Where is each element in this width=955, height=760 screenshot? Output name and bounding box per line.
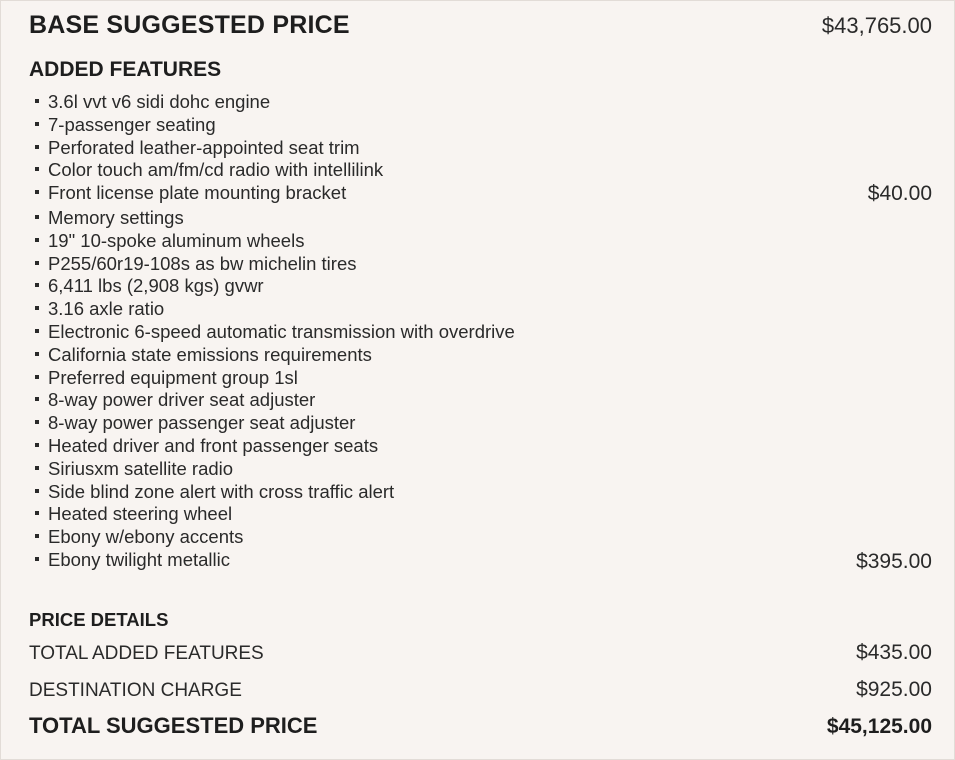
bullet-icon bbox=[35, 329, 39, 333]
bullet-icon bbox=[35, 534, 39, 538]
feature-item bbox=[35, 435, 575, 458]
bullet-icon bbox=[35, 489, 39, 493]
bullet-icon bbox=[35, 99, 39, 103]
bullet-icon bbox=[35, 466, 39, 470]
feature-label: 3.16 axle ratio bbox=[48, 298, 165, 320]
feature-item bbox=[35, 230, 575, 253]
bullet-icon bbox=[35, 215, 39, 219]
bullet-icon bbox=[35, 443, 39, 447]
feature-item bbox=[35, 91, 575, 114]
destination-value: $925.00 bbox=[856, 678, 932, 701]
total-price-value: $45,125.00 bbox=[826, 715, 932, 738]
feature-item bbox=[35, 137, 575, 160]
bullet-icon bbox=[35, 190, 39, 194]
bullet-icon bbox=[35, 557, 39, 561]
destination-row bbox=[29, 678, 932, 702]
feature-item bbox=[35, 412, 575, 435]
feature-item bbox=[35, 275, 575, 298]
price-details-title: PRICE DETAILS bbox=[29, 609, 169, 630]
bullet-icon bbox=[35, 511, 39, 515]
feature-label: Memory settings bbox=[48, 206, 184, 228]
feature-list bbox=[35, 91, 575, 572]
base-price-label: BASE SUGGESTED PRICE bbox=[29, 11, 350, 39]
bullet-icon bbox=[35, 261, 39, 265]
feature-label: Siriusxm satellite radio bbox=[48, 457, 234, 479]
feature-item bbox=[35, 389, 575, 412]
destination-label: DESTINATION CHARGE bbox=[29, 680, 242, 701]
feature-label: Ebony w/ebony accents bbox=[48, 526, 244, 548]
feature-label: Side blind zone alert with cross traffic alert bbox=[48, 480, 395, 502]
feature-item bbox=[35, 503, 575, 526]
feature-item bbox=[35, 182, 575, 205]
feature-item bbox=[35, 481, 575, 504]
feature-label: Electronic 6-speed automatic transmission with overdrive bbox=[48, 320, 515, 342]
total-price-label: TOTAL SUGGESTED PRICE bbox=[29, 713, 318, 738]
feature-item bbox=[35, 298, 575, 321]
total-added-row bbox=[29, 641, 932, 665]
feature-label: Heated steering wheel bbox=[48, 503, 233, 525]
feature-item bbox=[35, 207, 575, 230]
feature-price-bracket: $40.00 bbox=[867, 182, 932, 205]
base-price-value: $43,765.00 bbox=[821, 13, 932, 38]
feature-item bbox=[35, 526, 575, 549]
bullet-icon bbox=[35, 375, 39, 379]
bullet-icon bbox=[35, 145, 39, 149]
feature-label: Front license plate mounting bracket bbox=[48, 182, 347, 204]
base-price-row bbox=[29, 11, 932, 40]
feature-label: California state emissions requirements bbox=[48, 343, 372, 365]
feature-price-paint: $395.00 bbox=[856, 550, 932, 573]
feature-item bbox=[35, 253, 575, 276]
feature-item bbox=[35, 367, 575, 390]
added-features-title: ADDED FEATURES bbox=[29, 58, 222, 81]
bullet-icon bbox=[35, 306, 39, 310]
bullet-icon bbox=[35, 283, 39, 287]
bullet-icon bbox=[35, 167, 39, 171]
feature-label: 19" 10-spoke aluminum wheels bbox=[48, 229, 305, 251]
feature-item bbox=[35, 321, 575, 344]
feature-item bbox=[35, 114, 575, 137]
bullet-icon bbox=[35, 238, 39, 242]
feature-label: Color touch am/fm/cd radio with intellilink bbox=[48, 159, 384, 181]
feature-item bbox=[35, 344, 575, 367]
feature-item bbox=[35, 549, 575, 572]
feature-label: Heated driver and front passenger seats bbox=[48, 434, 379, 456]
bullet-icon bbox=[35, 397, 39, 401]
feature-label: Preferred equipment group 1sl bbox=[48, 366, 298, 388]
feature-label: 7-passenger seating bbox=[48, 113, 216, 135]
bullet-icon bbox=[35, 420, 39, 424]
feature-label: P255/60r19-108s as bw michelin tires bbox=[48, 252, 357, 274]
feature-label: 8-way power driver seat adjuster bbox=[48, 389, 316, 411]
feature-label: 3.6l vvt v6 sidi dohc engine bbox=[48, 91, 271, 112]
feature-label: 8-way power passenger seat adjuster bbox=[48, 412, 356, 434]
feature-label: Ebony twilight metallic bbox=[48, 548, 230, 570]
bullet-icon bbox=[35, 122, 39, 126]
bullet-icon bbox=[35, 352, 39, 356]
total-added-label: TOTAL ADDED FEATURES bbox=[29, 643, 264, 664]
feature-item bbox=[35, 458, 575, 481]
total-price-row bbox=[29, 713, 932, 739]
feature-label: 6,411 lbs (2,908 kgs) gvwr bbox=[48, 275, 264, 297]
feature-label: Perforated leather-appointed seat trim bbox=[48, 136, 360, 158]
feature-item bbox=[35, 159, 575, 182]
total-added-value: $435.00 bbox=[856, 641, 932, 664]
